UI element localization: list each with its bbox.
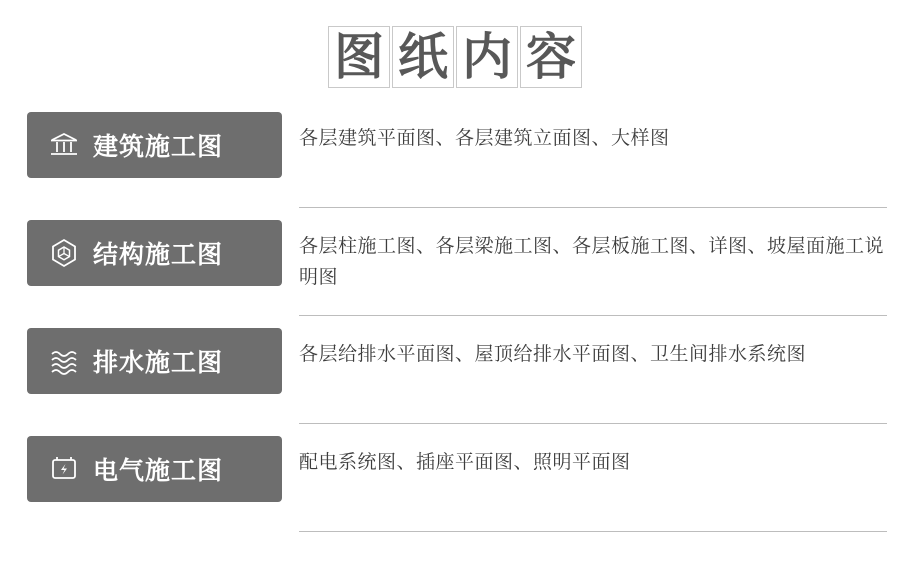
row-divider	[299, 207, 887, 208]
page-title	[0, 0, 910, 92]
description-text: 各层建筑平面图、各层建筑立面图、大样图	[299, 127, 670, 149]
title-char-1: 图	[328, 26, 390, 88]
description-text: 各层柱施工图、各层梁施工图、各层板施工图、详图、坡屋面施工说明图	[299, 235, 885, 288]
category-label-architecture	[27, 112, 282, 178]
list-item	[0, 112, 910, 220]
content-rows	[0, 92, 910, 544]
list-item	[0, 436, 910, 544]
description-text: 配电系统图、插座平面图、照明平面图	[299, 451, 631, 473]
row-divider	[299, 315, 887, 316]
description-block	[299, 436, 887, 544]
category-label-structure	[27, 220, 282, 286]
category-label-text: 建筑施工图	[93, 132, 224, 161]
row-divider	[299, 531, 887, 532]
water-waves-icon	[47, 344, 81, 378]
description-block	[299, 112, 887, 220]
title-char-2: 纸	[392, 26, 454, 88]
description-block	[299, 328, 887, 436]
title-char-3: 内	[456, 26, 518, 88]
category-label-electrical	[27, 436, 282, 502]
electric-bolt-icon	[47, 452, 81, 486]
list-item	[0, 328, 910, 436]
list-item	[0, 220, 910, 328]
title-char-4: 容	[520, 26, 582, 88]
description-block	[299, 220, 887, 328]
description-text: 各层给排水平面图、屋顶给排水平面图、卫生间排水系统图	[299, 343, 807, 365]
title-boxes	[328, 26, 582, 88]
bank-building-icon	[47, 128, 81, 162]
hexagon-structure-icon	[47, 236, 81, 270]
category-label-drainage	[27, 328, 282, 394]
category-label-text: 结构施工图	[93, 240, 224, 269]
category-label-text: 电气施工图	[93, 456, 224, 485]
row-divider	[299, 423, 887, 424]
category-label-text: 排水施工图	[93, 348, 224, 377]
